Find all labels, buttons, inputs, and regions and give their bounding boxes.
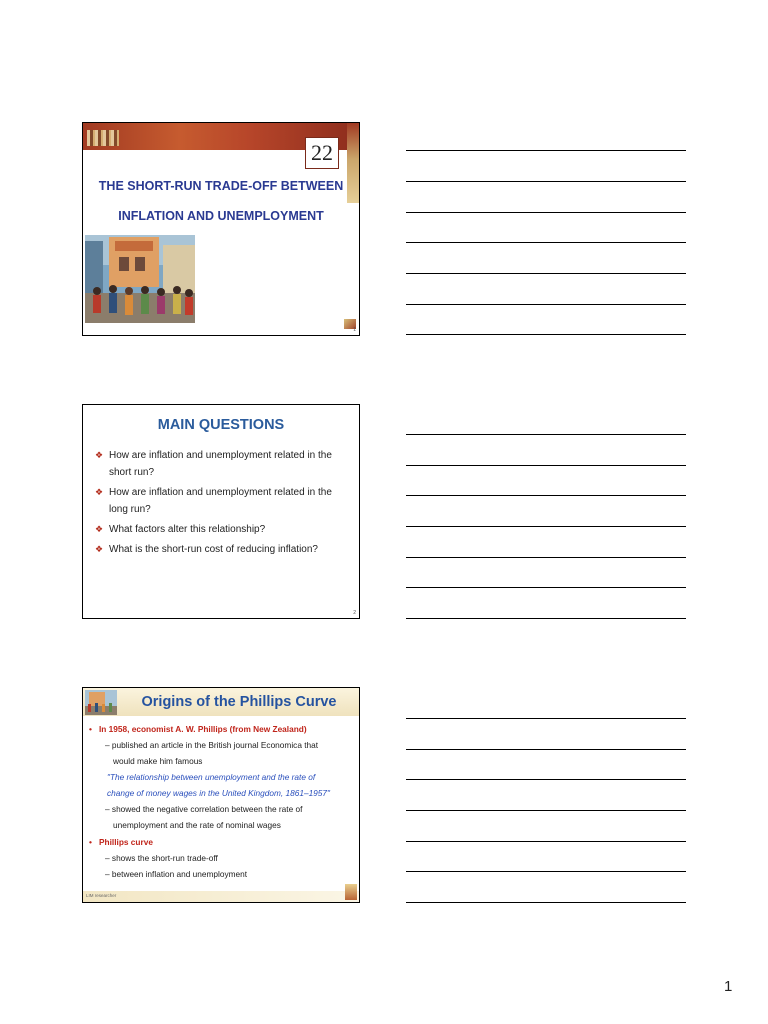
decorative-corner-icon [345, 884, 357, 900]
sub-bullet-line: – showed the negative correlation between the rate of [105, 804, 303, 814]
quote-line: change of money wages in the United Kingdom, 1861–1957" [107, 788, 330, 798]
note-line [406, 465, 686, 466]
slide-title: Origins of the Phillips Curve [141, 694, 337, 710]
sub-bullet-line: would make him famous [113, 756, 203, 766]
note-line [406, 779, 686, 780]
bullet-marker: • [89, 837, 92, 847]
note-line [406, 212, 686, 213]
list-item: ❖ How are inflation and unemployment related in the short run? [95, 447, 353, 481]
note-line [406, 902, 686, 903]
slide-header [83, 688, 359, 716]
note-line [406, 304, 686, 305]
note-line [406, 273, 686, 274]
note-line [406, 618, 686, 619]
note-line [406, 871, 686, 872]
question-list [95, 447, 353, 561]
diamond-bullet-icon: ❖ [95, 450, 104, 460]
list-item: ❖ What is the short-run cost of reducing inflation? [95, 541, 353, 558]
note-line [406, 242, 686, 243]
street-scene-image [85, 235, 195, 323]
list-item: ❖ What factors alter this relationship? [95, 521, 353, 538]
slide-title-line-1: THE SHORT-RUN TRADE-OFF BETWEEN [98, 179, 344, 193]
slide-2 [82, 404, 360, 619]
slide-title-line-2: INFLATION AND UNEMPLOYMENT [118, 209, 324, 223]
note-line [406, 334, 686, 335]
note-line [406, 587, 686, 588]
slide-3 [82, 687, 360, 903]
note-line [406, 495, 686, 496]
note-line [406, 841, 686, 842]
banner-artwork [87, 130, 119, 146]
sub-bullet-line: unemployment and the rate of nominal wages [113, 820, 281, 830]
note-line [406, 150, 686, 151]
sub-bullet-line: – shows the short-run trade-off [105, 853, 218, 863]
note-line [406, 718, 686, 719]
diamond-bullet-icon: ❖ [95, 544, 104, 554]
bullet-line: Phillips curve [99, 837, 153, 847]
note-line [406, 434, 686, 435]
note-line [406, 557, 686, 558]
slide-number: 2 [353, 610, 356, 616]
slide-footer [83, 891, 359, 902]
note-line [406, 749, 686, 750]
diamond-bullet-icon: ❖ [95, 487, 104, 497]
quote-line: "The relationship between unemployment and the rate of [107, 772, 316, 782]
note-line [406, 181, 686, 182]
diamond-bullet-icon: ❖ [95, 524, 104, 534]
slide-title: MAIN QUESTIONS [157, 417, 285, 433]
header-thumbnail-image [85, 690, 117, 715]
slide-number: 1 [353, 327, 356, 333]
bullet-marker: • [89, 724, 92, 734]
page-number: 1 [724, 978, 733, 995]
note-line [406, 526, 686, 527]
chapter-number: 22 [305, 137, 339, 169]
sub-bullet-line: – between inflation and unemployment [105, 869, 248, 879]
list-item: ❖ How are inflation and unemployment related in the long run? [95, 484, 353, 518]
sub-bullet-line: – published an article in the British journal Economica that [105, 740, 319, 750]
footer-text: LIM researcher [86, 893, 117, 898]
bullet-line: In 1958, economist A. W. Phillips (from New Zealand) [99, 724, 307, 734]
note-line [406, 810, 686, 811]
slide-1 [82, 122, 360, 336]
